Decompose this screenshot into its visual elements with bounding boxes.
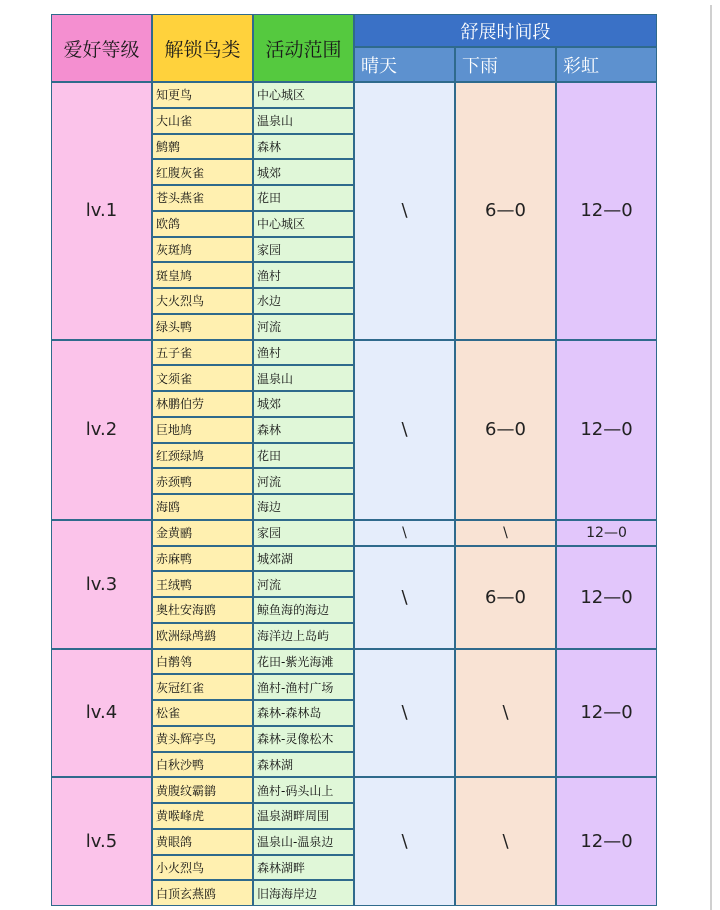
sunny-time-cell: \ xyxy=(354,82,455,340)
area-cell: 温泉山-温泉边 xyxy=(253,829,354,855)
area-cell: 森林湖畔 xyxy=(253,855,354,881)
area-cell: 海边 xyxy=(253,494,354,520)
bird-name-cell: 黄眼鸽 xyxy=(152,829,253,855)
header-bird: 解锁鸟类 xyxy=(152,14,253,82)
rainbow-time-cell: 12—0 xyxy=(556,546,657,649)
scrollbar-track[interactable] xyxy=(710,5,712,910)
bird-name-cell: 灰冠红雀 xyxy=(152,674,253,700)
header-rain: 下雨 xyxy=(455,47,556,82)
level-cell: lv.3 xyxy=(51,520,152,649)
bird-name-cell: 黄腹纹霸鹟 xyxy=(152,777,253,803)
rain-time-cell: 6—0 xyxy=(455,340,556,520)
area-cell: 河流 xyxy=(253,571,354,597)
bird-name-cell: 五子雀 xyxy=(152,340,253,366)
area-cell: 森林湖 xyxy=(253,752,354,778)
bird-name-cell: 小火烈鸟 xyxy=(152,855,253,881)
bird-name-cell: 红腹灰雀 xyxy=(152,159,253,185)
bird-name-cell: 白顶玄燕鸥 xyxy=(152,880,253,906)
area-cell: 温泉湖畔周围 xyxy=(253,803,354,829)
bird-name-cell: 大火烈鸟 xyxy=(152,288,253,314)
area-cell: 河流 xyxy=(253,468,354,494)
bird-name-cell: 灰斑鸠 xyxy=(152,237,253,263)
area-cell: 渔村 xyxy=(253,262,354,288)
area-cell: 森林 xyxy=(253,134,354,160)
area-cell: 花田-紫光海滩 xyxy=(253,649,354,675)
area-cell: 森林-森林岛 xyxy=(253,700,354,726)
bird-name-cell: 斑皇鸠 xyxy=(152,262,253,288)
bird-name-cell: 王绒鸭 xyxy=(152,571,253,597)
bird-name-cell: 欧鸽 xyxy=(152,211,253,237)
sunny-time-cell: \ xyxy=(354,546,455,649)
rain-time-cell: \ xyxy=(455,520,556,546)
area-cell: 城郊 xyxy=(253,391,354,417)
rain-time-cell: 6—0 xyxy=(455,546,556,649)
bird-name-cell: 白鹡鸰 xyxy=(152,649,253,675)
area-cell: 家园 xyxy=(253,237,354,263)
area-cell: 花田 xyxy=(253,185,354,211)
area-cell: 森林 xyxy=(253,417,354,443)
area-cell: 水边 xyxy=(253,288,354,314)
level-cell: lv.4 xyxy=(51,649,152,778)
sunny-time-cell: \ xyxy=(354,340,455,520)
area-cell: 中心城区 xyxy=(253,82,354,108)
bird-name-cell: 巨地鸠 xyxy=(152,417,253,443)
area-cell: 花田 xyxy=(253,443,354,469)
sunny-time-cell: \ xyxy=(354,777,455,906)
bird-name-cell: 文须雀 xyxy=(152,365,253,391)
area-cell: 河流 xyxy=(253,314,354,340)
bird-name-cell: 松雀 xyxy=(152,700,253,726)
area-cell: 森林-灵像松木 xyxy=(253,726,354,752)
sunny-time-cell: \ xyxy=(354,649,455,778)
area-cell: 旧海海岸边 xyxy=(253,880,354,906)
bird-name-cell: 林鹏伯劳 xyxy=(152,391,253,417)
rainbow-time-cell: 12—0 xyxy=(556,82,657,340)
bird-name-cell: 金黄鹂 xyxy=(152,520,253,546)
level-cell: lv.5 xyxy=(51,777,152,906)
area-cell: 城郊 xyxy=(253,159,354,185)
rainbow-time-cell: 12—0 xyxy=(556,520,657,546)
bird-name-cell: 白秋沙鸭 xyxy=(152,752,253,778)
bird-name-cell: 红颈绿鸠 xyxy=(152,443,253,469)
area-cell: 家园 xyxy=(253,520,354,546)
area-cell: 中心城区 xyxy=(253,211,354,237)
rainbow-time-cell: 12—0 xyxy=(556,649,657,778)
area-cell: 渔村-渔村广场 xyxy=(253,674,354,700)
header-level: 爱好等级 xyxy=(51,14,152,82)
area-cell: 城郊湖 xyxy=(253,546,354,572)
level-cell: lv.1 xyxy=(51,82,152,340)
header-sunny: 晴天 xyxy=(354,47,455,82)
bird-name-cell: 绿头鸭 xyxy=(152,314,253,340)
bird-name-cell: 赤麻鸭 xyxy=(152,546,253,572)
area-cell: 渔村 xyxy=(253,340,354,366)
header-area: 活动范围 xyxy=(253,14,354,82)
rainbow-time-cell: 12—0 xyxy=(556,777,657,906)
bird-name-cell: 知更鸟 xyxy=(152,82,253,108)
bird-name-cell: 黄喉峰虎 xyxy=(152,803,253,829)
header-period: 舒展时间段 xyxy=(354,14,657,47)
area-cell: 渔村-码头山上 xyxy=(253,777,354,803)
rain-time-cell: \ xyxy=(455,777,556,906)
bird-name-cell: 苍头燕雀 xyxy=(152,185,253,211)
bird-name-cell: 海鸥 xyxy=(152,494,253,520)
bird-name-cell: 欧洲绿鸬鹚 xyxy=(152,623,253,649)
level-cell: lv.2 xyxy=(51,340,152,520)
bird-name-cell: 大山雀 xyxy=(152,108,253,134)
area-cell: 温泉山 xyxy=(253,365,354,391)
bird-name-cell: 鹪鹩 xyxy=(152,134,253,160)
bird-name-cell: 黄头辉亭鸟 xyxy=(152,726,253,752)
header-rainbow: 彩虹 xyxy=(556,47,657,82)
area-cell: 温泉山 xyxy=(253,108,354,134)
rain-time-cell: \ xyxy=(455,649,556,778)
sunny-time-cell: \ xyxy=(354,520,455,546)
rain-time-cell: 6—0 xyxy=(455,82,556,340)
bird-name-cell: 赤颈鸭 xyxy=(152,468,253,494)
rainbow-time-cell: 12—0 xyxy=(556,340,657,520)
area-cell: 海洋边上岛屿 xyxy=(253,623,354,649)
bird-name-cell: 奥杜安海鸥 xyxy=(152,597,253,623)
area-cell: 鲸鱼海的海边 xyxy=(253,597,354,623)
